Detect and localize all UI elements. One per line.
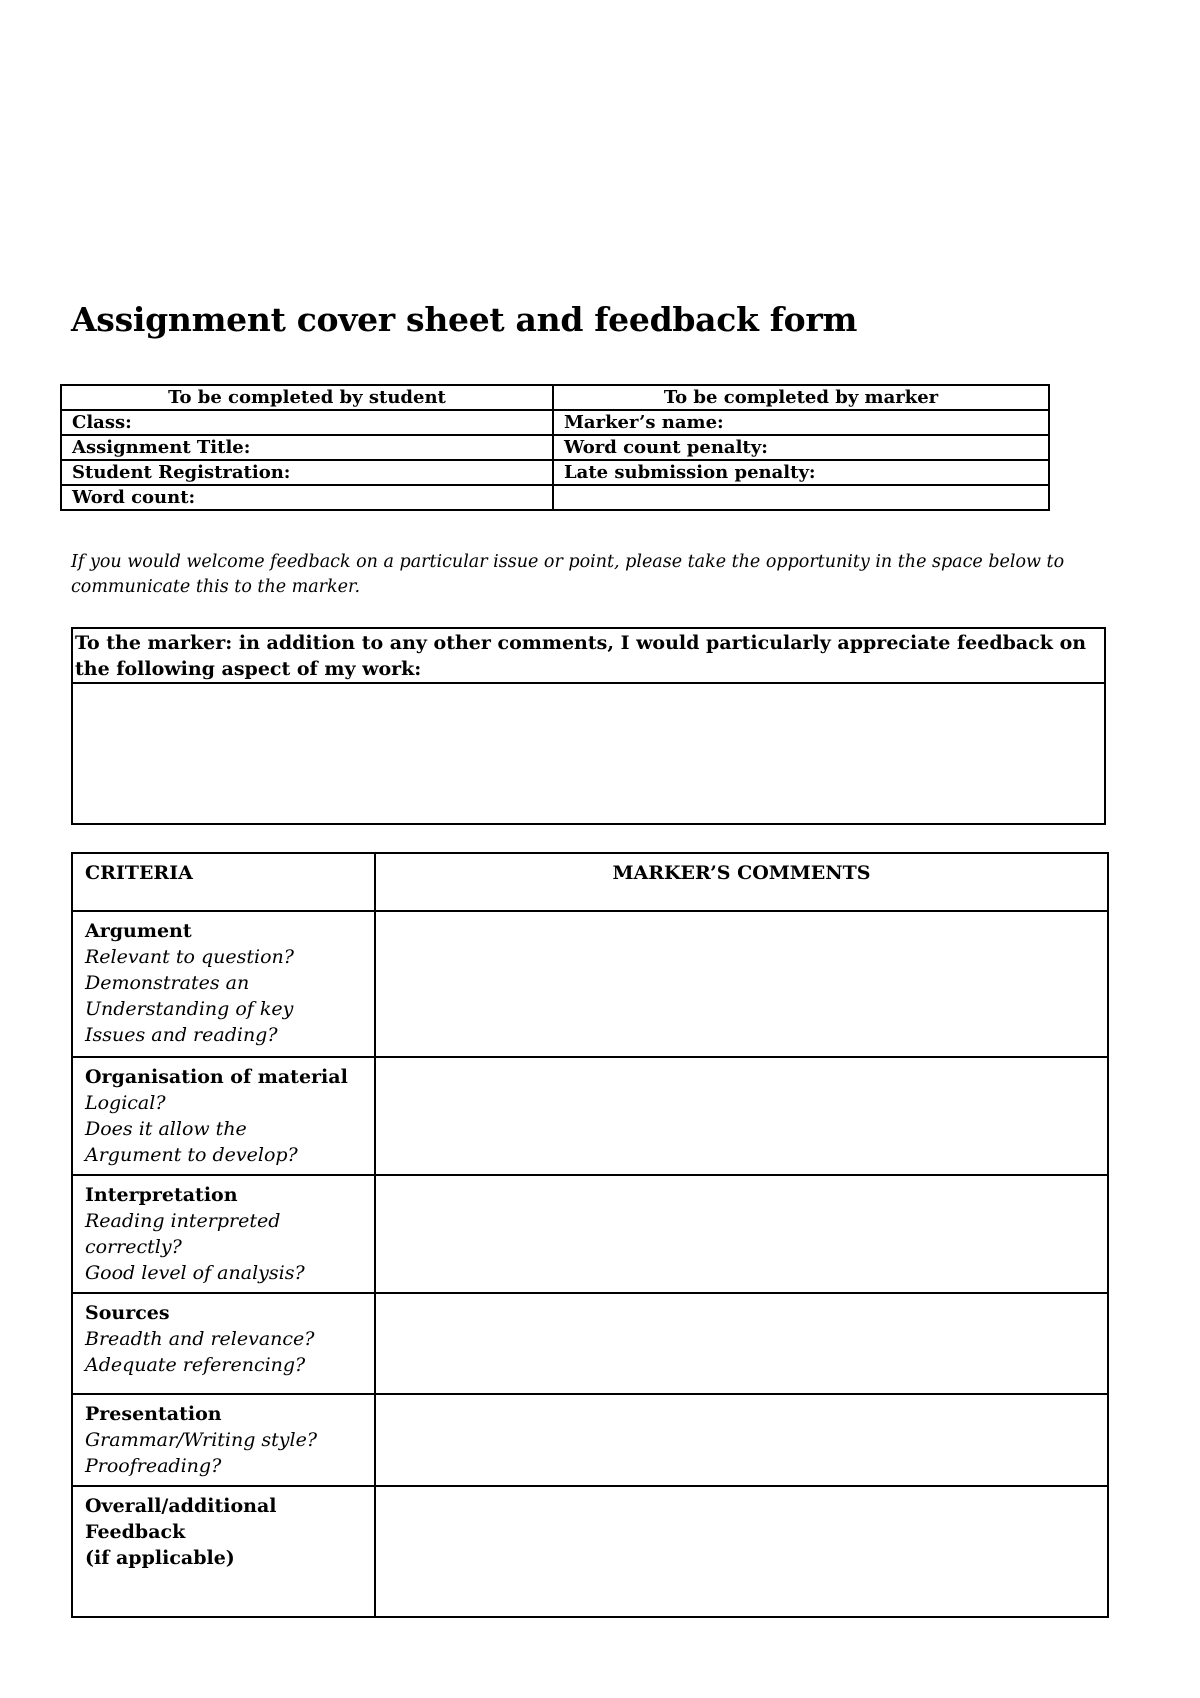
comment-cell-organisation[interactable] <box>375 1057 1108 1175</box>
criteria-header: CRITERIA <box>72 853 375 911</box>
feedback-request-input[interactable] <box>73 684 1104 823</box>
student-registration-field[interactable]: Student Registration: <box>61 460 553 485</box>
cover-info-table <box>60 384 1050 511</box>
criteria-cell-overall <box>72 1486 375 1617</box>
criteria-cell-argument <box>72 911 375 1057</box>
comment-cell-interpretation[interactable] <box>375 1175 1108 1293</box>
feedback-request-box <box>71 627 1106 825</box>
criterion-hint: Relevant to question? Demonstrates an Understanding of key Issues and reading? <box>85 946 294 1046</box>
late-submission-penalty-field[interactable]: Late submission penalty: <box>553 460 1049 485</box>
assignment-title-field[interactable]: Assignment Title: <box>61 435 553 460</box>
criterion-name: Organisation of material <box>85 1066 348 1088</box>
criteria-cell-organisation <box>72 1057 375 1175</box>
criterion-hint: Reading interpreted correctly? Good level of analysis? <box>85 1210 305 1284</box>
word-count-field[interactable]: Word count: <box>61 485 553 510</box>
criterion-hint: Breadth and relevance? Adequate referencing? <box>85 1328 315 1376</box>
comment-cell-presentation[interactable] <box>375 1394 1108 1486</box>
page-title: Assignment cover sheet and feedback form <box>71 300 858 339</box>
word-count-penalty-field[interactable]: Word count penalty: <box>553 435 1049 460</box>
feedback-request-heading: To the marker: in addition to any other comments, I would particularly appreciate feedback on the following aspect of my work: <box>73 629 1104 684</box>
criteria-cell-presentation <box>72 1394 375 1486</box>
comment-cell-argument[interactable] <box>375 911 1108 1057</box>
marker-name-field[interactable]: Marker’s name: <box>553 410 1049 435</box>
criterion-hint: Grammar/Writing style? Proofreading? <box>85 1429 318 1477</box>
criterion-hint: Logical? Does it allow the Argument to develop? <box>85 1092 298 1166</box>
criterion-name: Interpretation <box>85 1184 238 1206</box>
criterion-name: Presentation <box>85 1403 222 1425</box>
empty-marker-field[interactable] <box>553 485 1049 510</box>
instruction-text: If you would welcome feedback on a particular issue or point, please take the opportunity in the space below to communicate this to the marker. <box>71 552 1065 597</box>
criterion-name: Overall/additional Feedback (if applicable) <box>85 1495 277 1569</box>
marker-comments-header: MARKER’S COMMENTS <box>375 853 1108 911</box>
comment-cell-overall[interactable] <box>375 1486 1108 1617</box>
criteria-cell-sources <box>72 1293 375 1394</box>
criteria-cell-interpretation <box>72 1175 375 1293</box>
class-field[interactable]: Class: <box>61 410 553 435</box>
criterion-name: Argument <box>85 920 192 942</box>
criterion-name: Sources <box>85 1302 170 1324</box>
student-section-header: To be completed by student <box>61 385 553 410</box>
comment-cell-sources[interactable] <box>375 1293 1108 1394</box>
criteria-table <box>71 852 1109 1618</box>
marker-section-header: To be completed by marker <box>553 385 1049 410</box>
